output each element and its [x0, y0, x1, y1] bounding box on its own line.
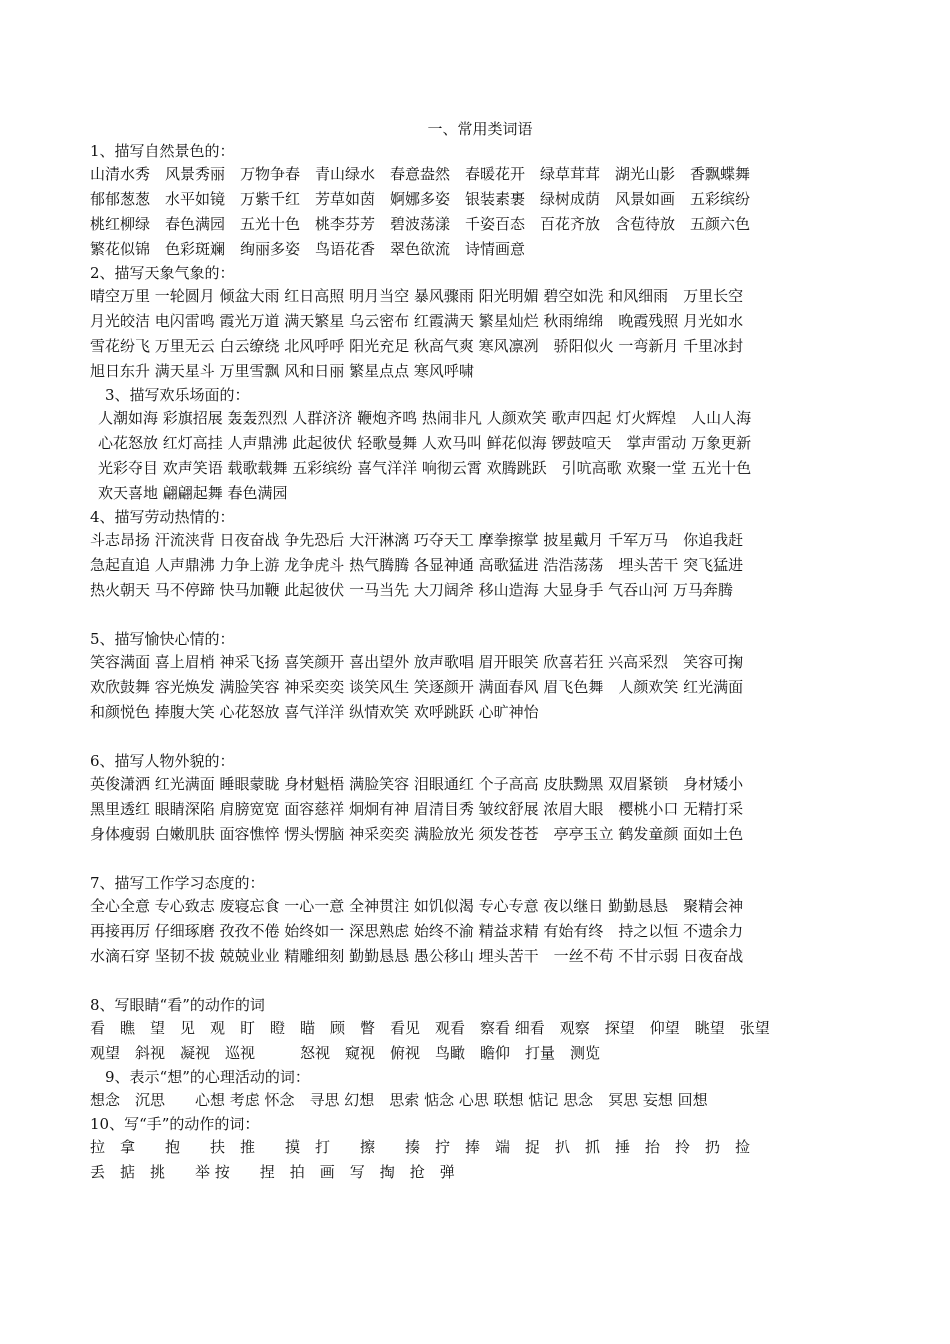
word-row: 繁花似锦 色彩斑斓 绚丽多姿 鸟语花香 翠色欲流 诗情画意: [90, 240, 526, 258]
word-row: 人潮如海 彩旗招展 轰轰烈烈 人群济济 鞭炮齐鸣 热闹非凡 人颜欢笑 歌声四起 灯火辉煌 人山人海: [98, 409, 752, 427]
section-appearance: [90, 750, 870, 847]
section-heading: 5、描写愉快心情的：: [90, 630, 235, 648]
spacer: [90, 603, 870, 628]
word-row: 雪花纷飞 万里无云 白云缭绕 北风呼呼 阳光充足 秋高气爽 寒风凛冽 骄阳似火 一弯新月 千里冰封: [90, 337, 744, 355]
section-labor-enthusiasm: [90, 506, 870, 603]
spacer: [90, 969, 870, 994]
word-row: 心花怒放 红灯高挂 人声鼎沸 此起彼伏 轻歌曼舞 人欢马叫 鲜花似海 锣鼓喧天 掌声雷动 万象更新: [98, 434, 752, 452]
word-row: 欢欣鼓舞 容光焕发 满脸笑容 神采奕奕 谈笑风生 笑逐颜开 满面春风 眉飞色舞 人颜欢笑 红光满面: [90, 678, 744, 696]
word-row: 旭日东升 满天星斗 万里雪飘 风和日丽 繁星点点 寒风呼啸: [90, 362, 474, 380]
section-natural-scenery: [90, 140, 870, 262]
section-heading: 3、描写欢乐场面的：: [105, 386, 250, 404]
word-row: 拉 拿 抱 扶 推 摸 打 擦 揍 拧 捧 端 捉 扒 抓 捶 抬 拎 扔 捡: [90, 1138, 751, 1156]
word-row: 再接再厉 仔细琢磨 孜孜不倦 始终如一 深思熟虑 始终不渝 精益求精 有始有终 持之以恒 不遗余力: [90, 922, 744, 940]
word-row: 观望 斜视 凝视 巡视 怒视 窥视 俯视 鸟瞰 瞻仰 打量 测览: [90, 1044, 601, 1062]
section-heading: 7、描写工作学习态度的：: [90, 874, 265, 892]
section-heading: 6、描写人物外貌的：: [90, 752, 235, 770]
word-row: 和颜悦色 捧腹大笑 心花怒放 喜气洋洋 纵情欢笑 欢呼跳跃 心旷神怡: [90, 703, 539, 721]
section-heading: 8、写眼睛“看”的动作的词: [90, 996, 265, 1014]
word-row: 欢天喜地 翩翩起舞 春色满园: [98, 484, 288, 502]
word-row: 热火朝天 马不停蹄 快马加鞭 此起彼伏 一马当先 大刀阔斧 移山造海 大显身手 气吞山河 万马奔腾: [90, 581, 733, 599]
spacer: [90, 847, 870, 872]
section-heading: 9、表示“想”的心理活动的词：: [105, 1068, 310, 1086]
word-row: 身体瘦弱 白嫩肌肤 面容憔悴 愣头愣脑 神采奕奕 满脸放光 须发苍苍 亭亭玉立 鹤发童颜 面如土色: [90, 825, 744, 843]
word-row: 山清水秀 风景秀丽 万物争春 青山绿水 春意盎然 春暖花开 绿草茸茸 湖光山影 香飘蝶舞: [90, 165, 751, 183]
word-row: 全心全意 专心致志 废寝忘食 一心一意 全神贯注 如饥似渴 专心专意 夜以继日 勤勤恳恳 聚精会神: [90, 897, 744, 915]
word-row: 桃红柳绿 春色满园 五光十色 桃李芬芳 碧波荡漾 千姿百态 百花齐放 含苞待放 五颜六色: [90, 215, 751, 233]
section-heading: 2、描写天象气象的：: [90, 264, 235, 282]
section-joyful-scenes: [90, 384, 870, 506]
word-row: 看 瞧 望 见 观 盯 瞪 瞄 顾 瞥 看见 观看 察看 细看 观察 探望 仰望 眺望 张望: [90, 1019, 770, 1037]
document-page: [90, 118, 870, 1185]
section-heading: 10、写“手”的动作的词：: [90, 1115, 260, 1133]
word-row: 想念 沉思 心想 考虑 怀念 寻思 幻想 思索 惦念 心思 联想 惦记 思念 冥思 妄想 回想: [90, 1091, 708, 1109]
section-weather: [90, 262, 870, 384]
document-title: 一、常用类词语: [427, 120, 533, 138]
word-row: 水滴石穿 坚韧不拔 兢兢业业 精雕细刻 勤勤恳恳 愚公移山 埋头苦干 一丝不苟 不甘示弱 日夜奋战: [90, 947, 744, 965]
word-row: 丢 掂 挑 举 按 捏 拍 画 写 掏 抢 弹: [90, 1163, 455, 1181]
word-row: 斗志昂扬 汗流浃背 日夜奋战 争先恐后 大汗淋漓 巧夺天工 摩拳擦掌 披星戴月 千军万马 你追我赶: [90, 531, 744, 549]
section-happy-mood: [90, 628, 870, 725]
word-row: 英俊潇洒 红光满面 睡眼蒙眬 身材魁梧 满脸笑容 泪眼通红 个子高高 皮肤黝黑 双眉紧锁 身材矮小: [90, 775, 744, 793]
word-row: 郁郁葱葱 水平如镜 万紫千红 芳草如茵 婀娜多姿 银装素裹 绿树成荫 风景如画 五彩缤纷: [90, 190, 751, 208]
word-row: 急起直追 人声鼎沸 力争上游 龙争虎斗 热气腾腾 各显神通 高歌猛进 浩浩荡荡 埋头苦干 突飞猛进: [90, 556, 744, 574]
section-think-verbs: [90, 1066, 870, 1113]
section-heading: 4、描写劳动热情的：: [90, 508, 235, 526]
word-row: 黑里透红 眼睛深陷 肩膀宽宽 面容慈祥 炯炯有神 眉清目秀 皱纹舒展 浓眉大眼 樱桃小口 无精打采: [90, 800, 744, 818]
word-row: 晴空万里 一轮圆月 倾盆大雨 红日高照 明月当空 暴风骤雨 阳光明媚 碧空如洗 和风细雨 万里长空: [90, 287, 744, 305]
section-hand-verbs: [90, 1113, 870, 1185]
word-row: 光彩夺目 欢声笑语 载歌载舞 五彩缤纷 喜气洋洋 响彻云霄 欢腾跳跃 引吭高歌 欢聚一堂 五光十色: [98, 459, 752, 477]
word-row: 月光皎洁 电闪雷鸣 霞光万道 满天繁星 乌云密布 红霞满天 繁星灿烂 秋雨绵绵 晚霞残照 月光如水: [90, 312, 744, 330]
section-work-attitude: [90, 872, 870, 969]
word-row: 笑容满面 喜上眉梢 神采飞扬 喜笑颜开 喜出望外 放声歌唱 眉开眼笑 欣喜若狂 兴高采烈 笑容可掬: [90, 653, 744, 671]
section-look-verbs: [90, 994, 870, 1066]
spacer: [90, 725, 870, 750]
section-heading: 1、描写自然景色的：: [90, 142, 235, 160]
